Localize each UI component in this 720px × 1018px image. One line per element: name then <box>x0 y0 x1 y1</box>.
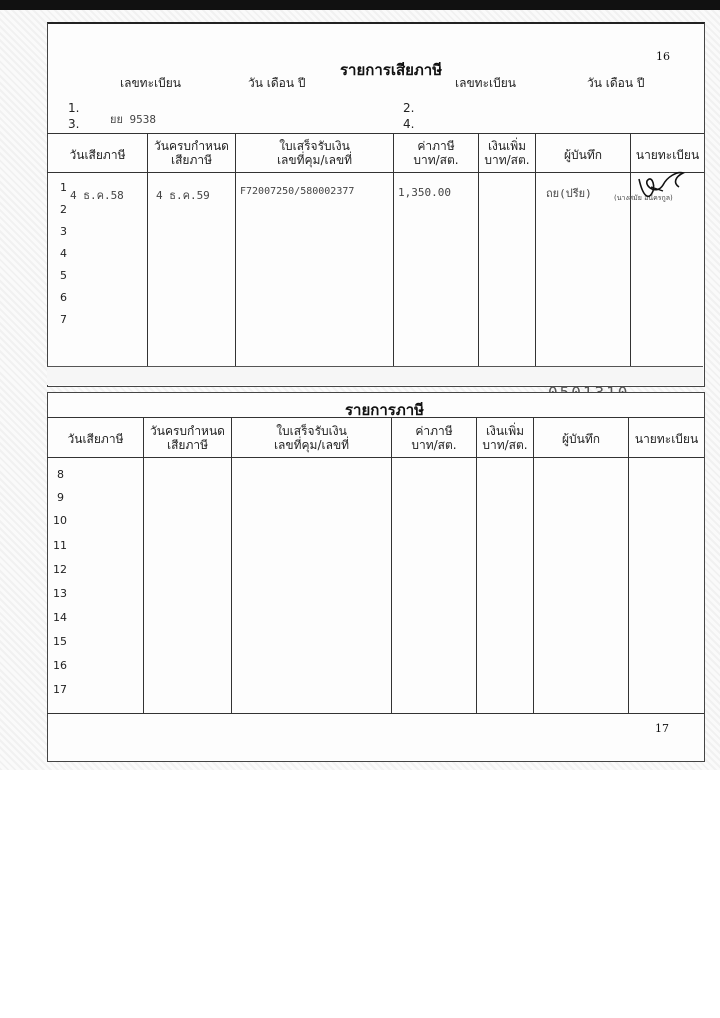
col-divider <box>391 417 392 713</box>
entry-due-date: 4 ธ.ค.59 <box>156 189 210 202</box>
row-number: 13 <box>53 587 67 600</box>
row-number: 3 <box>60 225 67 238</box>
col-divider <box>231 417 232 713</box>
col-divider <box>535 133 536 366</box>
top-section-title: รายการเสียภาษี <box>340 61 443 79</box>
entry-pay-date: 4 ธ.ค.58 <box>70 189 124 202</box>
col-divider <box>533 417 534 713</box>
table-top-rule <box>47 417 704 418</box>
table-top-rule <box>47 133 704 134</box>
reg-label-right: เลขทะเบียน <box>455 76 516 90</box>
page-number-bottom: 17 <box>655 722 669 735</box>
reg-label-left: เลขทะเบียน <box>120 76 181 90</box>
col-header-surcharge: เงินเพิ่ม บาท/สต. <box>482 424 528 452</box>
row-number: 14 <box>53 611 67 624</box>
col-divider <box>235 133 236 366</box>
row-number: 7 <box>60 313 67 326</box>
row-number: 8 <box>57 468 64 481</box>
col-header-registrar: นายทะเบียน <box>635 148 700 162</box>
date-label-right: วัน เดือน ปี <box>587 76 645 90</box>
row-number: 9 <box>57 491 64 504</box>
item-3-number: 3. <box>68 117 80 131</box>
row-number: 11 <box>53 539 67 552</box>
entry-registrar-name: (นางสมัย อนัครกูล) <box>614 194 673 202</box>
col-header-recorder: ผู้บันทึก <box>563 148 603 162</box>
table-header-rule <box>47 172 704 173</box>
item-1-number: 1. <box>68 101 80 115</box>
col-header-recorder: ผู้บันทึก <box>561 432 601 446</box>
col-header-receipt: ใบเสร็จรับเงิน เลขที่คุม/เลขที่ <box>276 139 353 167</box>
col-header-registrar: นายทะเบียน <box>634 432 699 446</box>
col-header-pay-date: วันเสียภาษี <box>67 432 124 446</box>
table-header-rule <box>47 457 704 458</box>
row-number: 5 <box>60 269 67 282</box>
date-label-left: วัน เดือน ปี <box>248 76 306 90</box>
item-4-number: 4. <box>403 117 415 131</box>
col-header-due-date: วันครบกำหนด เสียภาษี <box>154 139 229 167</box>
item-1-plate: ยย 9538 <box>110 113 157 126</box>
bottom-section-title: รายการภาษี <box>345 401 425 419</box>
row-number: 6 <box>60 291 67 304</box>
entry-recorder: ถย(ปรีย) <box>546 187 592 200</box>
row-number: 16 <box>53 659 67 672</box>
registrar-signature-icon <box>633 165 693 205</box>
entry-tax: 1,350.00 <box>398 186 451 199</box>
page-number-top: 16 <box>656 50 670 63</box>
row-number: 4 <box>60 247 67 260</box>
row-number: 1 <box>60 181 67 194</box>
scan-top-edge <box>0 0 720 10</box>
col-divider <box>393 133 394 366</box>
item-2-number: 2. <box>403 101 415 115</box>
col-header-receipt: ใบเสร็จรับเงิน เลขที่คุม/เลขที่ <box>273 424 350 452</box>
row-number: 10 <box>53 514 67 527</box>
col-divider <box>143 417 144 713</box>
row-number: 2 <box>60 203 67 216</box>
col-divider <box>630 133 631 366</box>
col-header-tax: ค่าภาษี บาท/สต. <box>411 424 457 452</box>
col-divider <box>147 133 148 366</box>
col-header-pay-date: วันเสียภาษี <box>69 148 126 162</box>
row-number: 15 <box>53 635 67 648</box>
col-header-due-date: วันครบกำหนด เสียภาษี <box>150 424 225 452</box>
col-header-tax: ค่าภาษี บาท/สต. <box>413 139 459 167</box>
entry-receipt: F72007250/580002377 <box>240 186 355 197</box>
col-divider <box>478 133 479 366</box>
col-header-surcharge: เงินเพิ่ม บาท/สต. <box>484 139 530 167</box>
row-number: 17 <box>53 683 67 696</box>
table-bottom-rule <box>47 713 704 714</box>
col-divider <box>476 417 477 713</box>
col-divider <box>628 417 629 713</box>
row-number: 12 <box>53 563 67 576</box>
